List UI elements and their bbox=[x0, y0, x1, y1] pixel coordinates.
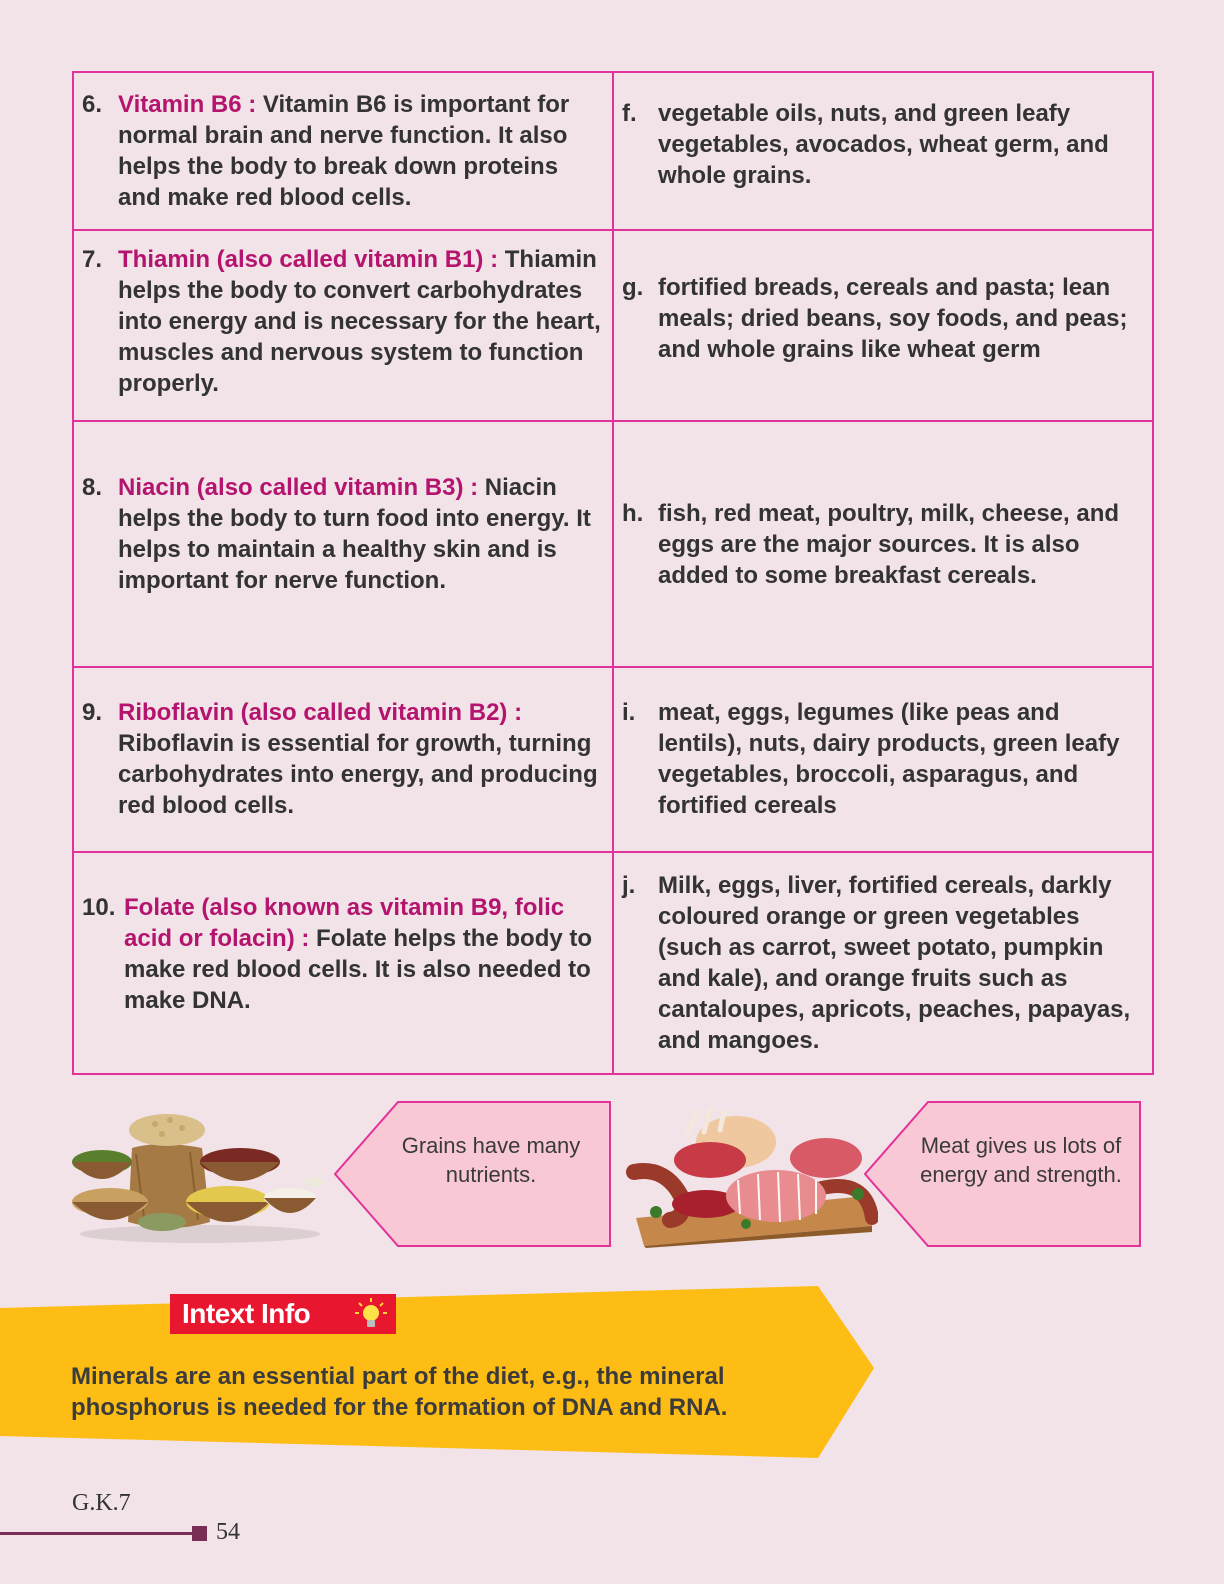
footer-rule bbox=[0, 1532, 192, 1535]
table-row bbox=[73, 667, 1153, 852]
meat-illustration bbox=[626, 1108, 878, 1248]
item-number: 6. bbox=[82, 91, 103, 118]
source-description: meat, eggs, legumes (like peas and lentils), nuts, dairy products, green leafy vegetables, broccoli, asparagus, and fortified cereals bbox=[658, 698, 1120, 819]
callout-text: Meat gives us lots of energy and strength. bbox=[920, 1133, 1122, 1187]
vitamin-matching-table bbox=[72, 71, 1154, 1075]
vitamin-name: Folate (also known as vitamin B9, folic acid or folacin) : bbox=[124, 894, 565, 952]
table-row bbox=[73, 852, 1153, 1074]
vitamin-cell bbox=[73, 72, 613, 230]
source-cell bbox=[613, 667, 1153, 852]
table-row bbox=[73, 72, 1153, 230]
vitamin-name: Riboflavin (also called vitamin B2) : bbox=[118, 698, 523, 726]
table-row bbox=[73, 421, 1153, 667]
vitamin-cell bbox=[73, 667, 613, 852]
vitamin-description: Thiamin helps the body to convert carbohydrates into energy and is necessary for the heart, muscles and nervous system to function properly. bbox=[118, 246, 601, 397]
item-letter: f. bbox=[622, 99, 637, 127]
item-number: 8. bbox=[82, 474, 103, 501]
source-description: fortified breads, cereals and pasta; lean meals; dried beans, soy foods, and peas; and whole grains like wheat germ bbox=[658, 274, 1128, 363]
source-cell bbox=[613, 72, 1153, 230]
vitamin-name: Niacin (also called vitamin B3) : bbox=[118, 474, 479, 501]
page-number: 54 bbox=[216, 1519, 240, 1545]
vitamin-name: Thiamin (also called vitamin B1) : bbox=[118, 246, 499, 273]
vitamin-description: Vitamin B6 is important for normal brain and nerve function. It also helps the body to break down proteins and make red blood cells. bbox=[118, 91, 570, 211]
source-cell bbox=[613, 852, 1153, 1074]
item-letter: i. bbox=[622, 698, 636, 726]
item-number: 9. bbox=[82, 698, 103, 726]
source-description: Milk, eggs, liver, fortified cereals, darkly coloured orange or green vegetables (such as carrot, sweet potato, pumpkin and kale), and orange fruits such as cantaloupes, apricots, peaches, papayas, and mangoes. bbox=[658, 872, 1131, 1054]
intext-info-title: Intext Info bbox=[182, 1298, 311, 1329]
source-cell bbox=[613, 230, 1153, 421]
footer-marker bbox=[192, 1526, 207, 1541]
vitamin-cell bbox=[73, 852, 613, 1074]
item-number: 7. bbox=[82, 246, 103, 273]
intext-info-text: Minerals are an essential part of the diet, e.g., the mineral phosphorus is needed for the formation of DNA and RNA. bbox=[71, 1363, 728, 1421]
vitamin-description: Niacin helps the body to turn food into energy. It helps to maintain a healthy skin and is important for nerve function. bbox=[118, 474, 591, 594]
intext-info-badge bbox=[170, 1294, 396, 1334]
lightbulb-icon bbox=[354, 1297, 388, 1331]
book-code: G.K.7 bbox=[72, 1490, 131, 1516]
grains-illustration bbox=[70, 1110, 326, 1245]
meat-callout bbox=[864, 1101, 1142, 1247]
vitamin-name: Vitamin B6 : bbox=[118, 91, 257, 118]
item-letter: g. bbox=[622, 274, 644, 301]
item-letter: h. bbox=[622, 499, 644, 527]
source-cell bbox=[613, 421, 1153, 667]
vitamin-cell bbox=[73, 230, 613, 421]
callout-text: Grains have many nutrients. bbox=[401, 1133, 581, 1187]
item-number: 10. bbox=[82, 894, 116, 921]
vitamin-description: Folate helps the body to make red blood cells. It is also needed to make DNA. bbox=[124, 925, 593, 1014]
source-description: fish, red meat, poultry, milk, cheese, and eggs are the major sources. It is also added to some breakfast cereals. bbox=[658, 499, 1120, 589]
item-letter: j. bbox=[622, 872, 636, 899]
source-description: vegetable oils, nuts, and green leafy vegetables, avocados, wheat germ, and whole grains. bbox=[658, 99, 1109, 189]
grains-callout bbox=[334, 1101, 612, 1247]
table-row bbox=[73, 230, 1153, 421]
vitamin-description: Riboflavin is essential for growth, turning carbohydrates into energy, and producing red blood cells. bbox=[118, 729, 598, 819]
vitamin-cell bbox=[73, 421, 613, 667]
